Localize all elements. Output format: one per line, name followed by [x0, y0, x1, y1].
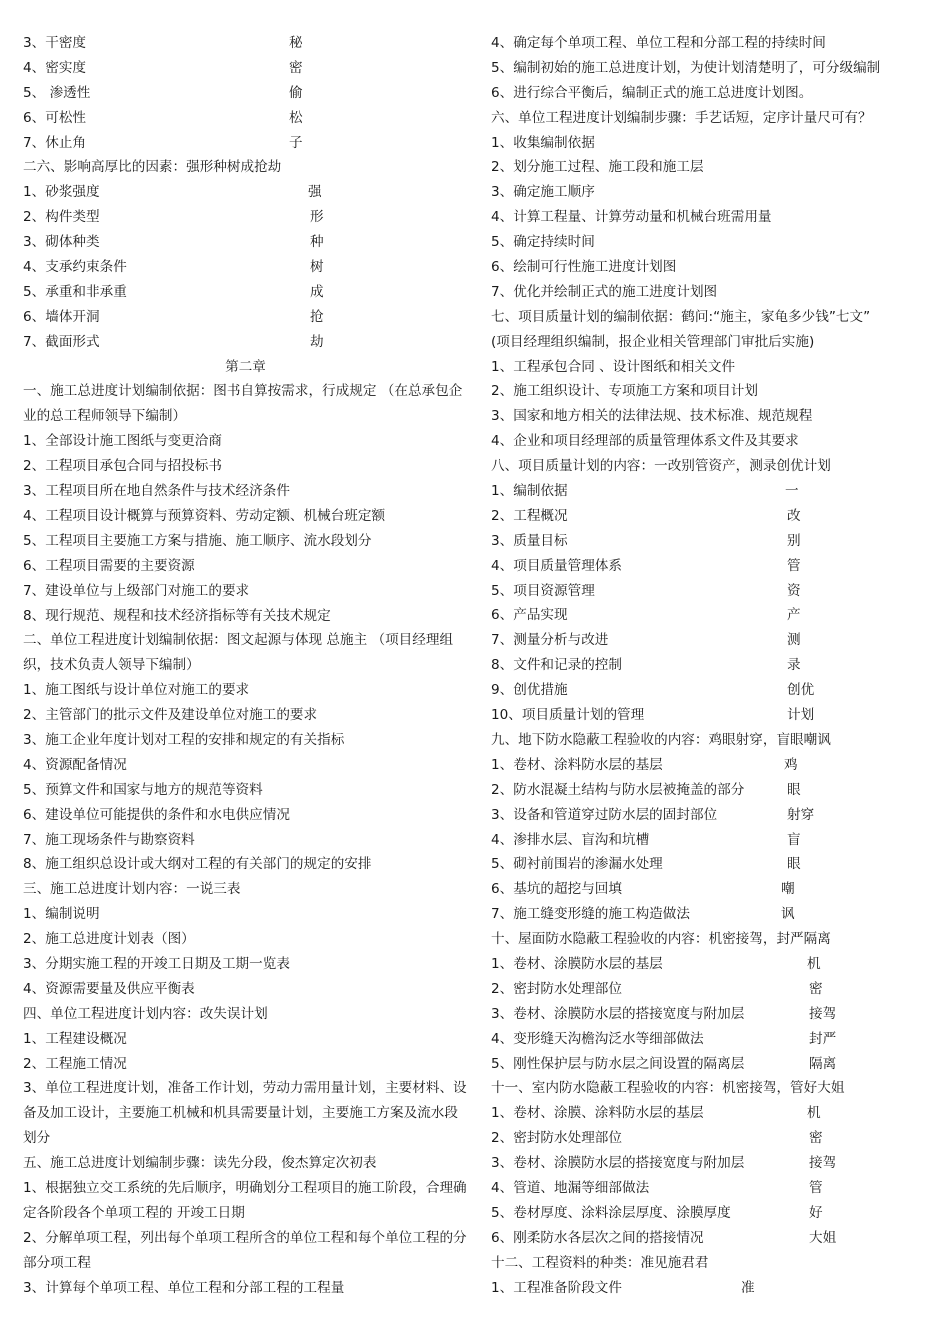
mnemonic-char: 偷	[289, 84, 303, 101]
text-line	[23, 828, 468, 853]
line-text: 四、单位工程进度计划内容：改失误计划	[23, 1005, 268, 1022]
line-text: 3、卷材、涂膜防水层的搭接宽度与附加层	[491, 1005, 745, 1022]
text-line	[491, 554, 931, 579]
mnemonic-char: 射穿	[787, 806, 815, 823]
text-line	[23, 753, 468, 778]
text-line	[491, 1276, 931, 1301]
text-line	[491, 454, 931, 479]
mnemonic-char: 讽	[781, 906, 795, 923]
mnemonic-char: 一	[785, 483, 799, 500]
text-line	[23, 180, 468, 205]
line-text: 1、工程建设概况	[23, 1030, 127, 1047]
mnemonic-char: 创优	[787, 682, 815, 699]
line-text: 2、密封防水处理部位	[491, 980, 622, 997]
line-text: (项目经理组织编制，报企业相关管理部门审批后实施)	[491, 333, 815, 350]
text-line	[491, 280, 931, 305]
text-line	[491, 1251, 931, 1276]
line-text: 3、工程项目所在地自然条件与技术经济条件	[23, 483, 290, 500]
text-line	[23, 604, 468, 629]
line-text: 6、进行综合平衡后，编制正式的施工总进度计划图。	[491, 84, 813, 101]
text-line	[491, 529, 931, 554]
left-column	[23, 31, 468, 1301]
mnemonic-char: 松	[289, 109, 303, 126]
text-line	[23, 81, 468, 106]
line-text: 4、资源配备情况	[23, 756, 127, 773]
mnemonic-char: 密	[289, 59, 303, 76]
line-text: 4、支承约束条件	[23, 259, 127, 276]
mnemonic-char: 管	[809, 1179, 823, 1196]
text-line	[23, 280, 468, 305]
text-line	[491, 1176, 931, 1201]
text-line	[491, 579, 931, 604]
line-text: 5、编制初始的施工总进度计划，为使计划清楚明了，可分级编制	[491, 59, 881, 76]
line-text: 6、建设单位可能提供的条件和水电供应情况	[23, 806, 290, 823]
text-line	[23, 1176, 468, 1226]
line-text: 6、产品实现	[491, 607, 568, 624]
text-line	[491, 1226, 931, 1251]
text-line	[23, 852, 468, 877]
text-line	[23, 803, 468, 828]
line-text: 1、施工图纸与设计单位对施工的要求	[23, 682, 250, 699]
line-text: 1、工程承包合同 、设计图纸和相关文件	[491, 358, 736, 375]
text-line	[23, 106, 468, 131]
line-text: 4、渗排水层、盲沟和坑槽	[491, 831, 650, 848]
line-text: 5、预算文件和国家与地方的规范等资料	[23, 781, 263, 798]
line-text: 4、工程项目设计概算与预算资料、劳动定额、机械台班定额	[23, 507, 386, 524]
text-line	[491, 703, 931, 728]
line-text: 1、砂浆强度	[23, 184, 100, 201]
line-text: 4、密实度	[23, 59, 87, 76]
line-text: 2、构件类型	[23, 209, 100, 226]
right-column	[491, 31, 931, 1300]
mnemonic-char: 别	[787, 532, 801, 549]
text-line	[491, 1052, 931, 1077]
line-text: 4、变形缝天沟檐沟泛水等细部做法	[491, 1030, 704, 1047]
line-text: 三、施工总进度计划内容：一说三表	[23, 881, 241, 898]
mnemonic-char: 产	[787, 607, 801, 624]
mnemonic-char: 接驾	[809, 1155, 837, 1172]
text-line	[23, 56, 468, 81]
text-line	[23, 554, 468, 579]
text-line	[491, 1027, 931, 1052]
line-text: 3、国家和地方相关的法律法规、技术标准、规范规程	[491, 408, 813, 425]
line-text: 4、资源需要量及供应平衡表	[23, 980, 195, 997]
line-text: 3、分期实施工程的开竣工日期及工期一览表	[23, 956, 290, 973]
text-line	[491, 355, 931, 380]
line-text: 1、编制说明	[23, 906, 100, 923]
line-text: 5、刚性保护层与防水层之间设置的隔离层	[491, 1055, 745, 1072]
mnemonic-char: 秘	[289, 35, 303, 51]
line-text: 10、项目质量计划的管理	[491, 707, 645, 724]
mnemonic-char: 密	[809, 980, 823, 997]
text-line	[491, 1101, 931, 1126]
line-text: 十、屋面防水隐蔽工程验收的内容：机密接驾，封严隔离	[491, 931, 831, 948]
line-text: 1、全部设计施工图纸与变更洽商	[23, 433, 222, 450]
line-text: 八、项目质量计划的内容：一改别管资产，测录创优计划	[491, 458, 831, 475]
line-text: 六、单位工程进度计划编制步骤：手艺话短，定序计量尺可有？	[491, 109, 872, 126]
text-line	[23, 1226, 468, 1276]
line-text: 第二章	[225, 358, 266, 375]
text-line	[23, 902, 468, 927]
mnemonic-char: 鸡	[784, 756, 798, 773]
line-text: 二、单位工程进度计划编制依据：图文起源与体现 总施主 （项目经理组织，技术负责人领导下编制）	[23, 632, 454, 674]
text-line	[23, 454, 468, 479]
line-text: 7、建设单位与上级部门对施工的要求	[23, 582, 250, 599]
text-line	[23, 31, 468, 56]
text-line	[491, 180, 931, 205]
line-text: 5、砌衬前围岩的渗漏水处理	[491, 856, 663, 873]
line-text: 7、优化并绘制正式的施工进度计划图	[491, 283, 718, 300]
text-line	[23, 877, 468, 902]
line-text: 1、卷材、涂膜、涂料防水层的基层	[491, 1105, 704, 1122]
line-text: 5、卷材厚度、涂料涂层厚度、涂膜厚度	[491, 1204, 731, 1221]
mnemonic-char: 测	[787, 632, 801, 649]
line-text: 1、收集编制依据	[491, 134, 595, 151]
line-text: 4、管道、地漏等细部做法	[491, 1179, 650, 1196]
line-text: 6、绘制可行性施工进度计划图	[491, 259, 677, 276]
line-text: 4、确定每个单项工程、单位工程和分部工程的持续时间	[491, 35, 826, 51]
mnemonic-char: 树	[310, 259, 324, 276]
text-line	[23, 205, 468, 230]
line-text: 4、计算工程量、计算劳动量和机械台班需用量	[491, 209, 772, 226]
line-text: 3、单位工程进度计划，准备工作计划，劳动力需用量计划，主要材料、设备及加工设计，主要施工机械和机具需要量计划，主要施工方案及流水段划分	[23, 1080, 467, 1147]
line-text: 6、工程项目需要的主要资源	[23, 557, 195, 574]
mnemonic-char: 准	[741, 1279, 755, 1296]
line-text: 1、编制依据	[491, 483, 568, 500]
text-line	[23, 579, 468, 604]
mnemonic-char: 密	[809, 1130, 823, 1147]
text-line	[491, 305, 931, 330]
text-line	[491, 803, 931, 828]
line-text: 3、确定施工顺序	[491, 184, 595, 201]
line-text: 8、文件和记录的控制	[491, 657, 622, 674]
text-line	[491, 1002, 931, 1027]
line-text: 2、防水混凝土结构与防水层被掩盖的部分	[491, 781, 745, 798]
line-text: 1、卷材、涂料防水层的基层	[491, 756, 663, 773]
text-line	[491, 877, 931, 902]
text-line	[23, 255, 468, 280]
line-text: 一、施工总进度计划编制依据：图书自算按需求，行成规定 （在总承包企业的总工程师领导下编制）	[23, 383, 463, 425]
line-text: 8、施工组织总设计或大纲对工程的有关部门的规定的安排	[23, 856, 372, 873]
mnemonic-char: 机	[807, 1105, 821, 1122]
text-line	[491, 155, 931, 180]
text-line	[23, 952, 468, 977]
line-text: 二六、影响高厚比的因素：强形种树成抢劫	[23, 159, 282, 176]
mnemonic-char: 资	[787, 582, 801, 599]
text-line	[491, 131, 931, 156]
line-text: 3、设备和管道穿过防水层的固封部位	[491, 806, 718, 823]
line-text: 3、施工企业年度计划对工程的安排和规定的有关指标	[23, 732, 345, 748]
text-line	[491, 429, 931, 454]
text-line	[23, 330, 468, 355]
mnemonic-char: 盲	[787, 831, 801, 848]
text-line	[491, 205, 931, 230]
mnemonic-char: 计划	[787, 707, 815, 724]
line-text: 4、项目质量管理体系	[491, 557, 622, 574]
line-text: 3、卷材、涂膜防水层的搭接宽度与附加层	[491, 1155, 745, 1172]
mnemonic-char: 抢	[310, 308, 324, 325]
mnemonic-char: 改	[787, 507, 801, 524]
text-line	[491, 330, 931, 355]
text-line	[491, 678, 931, 703]
mnemonic-char: 管	[787, 557, 801, 574]
text-line	[491, 628, 931, 653]
line-text: 1、卷材、涂膜防水层的基层	[491, 955, 663, 972]
text-line	[491, 1201, 931, 1226]
line-text: 4、企业和项目经理部的质量管理体系文件及其要求	[491, 433, 799, 450]
text-line	[23, 1027, 468, 1052]
line-text: 五、施工总进度计划编制步骤：读先分段，俊杰算定次初表	[23, 1155, 377, 1172]
line-text: 七、项目质量计划的编制依据：鹤问:“施主，家龟多少钱”七文”	[491, 308, 871, 325]
mnemonic-char: 嘲	[781, 881, 795, 898]
text-line	[23, 131, 468, 156]
line-text: 2、划分施工过程、施工段和施工层	[491, 159, 704, 176]
mnemonic-char: 大姐	[809, 1229, 837, 1246]
mnemonic-char: 劫	[310, 333, 324, 350]
text-line	[23, 429, 468, 454]
text-line	[491, 56, 931, 81]
text-line	[23, 628, 468, 678]
mnemonic-char: 眼	[787, 856, 801, 873]
text-line	[491, 952, 931, 977]
line-text: 2、主管部门的批示文件及建设单位对施工的要求	[23, 707, 318, 724]
text-line	[23, 230, 468, 255]
text-line	[23, 1002, 468, 1027]
text-line	[491, 379, 931, 404]
line-text: 1、工程准备阶段文件	[491, 1279, 622, 1296]
mnemonic-char: 接驾	[809, 1005, 837, 1022]
text-line	[23, 678, 468, 703]
text-line	[23, 1276, 468, 1301]
line-text: 5、项目资源管理	[491, 582, 595, 599]
line-text: 7、测量分析与改进	[491, 632, 609, 649]
line-text: 2、工程项目承包合同与招投标书	[23, 458, 222, 475]
text-line	[23, 1076, 468, 1151]
line-text: 2、工程施工情况	[23, 1055, 127, 1072]
text-line	[491, 753, 931, 778]
text-line	[23, 703, 468, 728]
text-line	[491, 504, 931, 529]
text-line	[491, 778, 931, 803]
text-line	[23, 977, 468, 1002]
line-text: 3、砌体种类	[23, 234, 100, 251]
mnemonic-char: 强	[308, 184, 322, 201]
mnemonic-char: 机	[807, 955, 821, 972]
line-text: 2、施工组织设计、专项施工方案和项目计划	[491, 383, 758, 400]
mnemonic-char: 录	[787, 657, 801, 674]
mnemonic-char: 好	[809, 1204, 823, 1221]
mnemonic-char: 隔离	[809, 1055, 837, 1072]
text-line	[491, 828, 931, 853]
line-text: 5、工程项目主要施工方案与措施、施工顺序、流水段划分	[23, 532, 372, 549]
text-line	[491, 31, 931, 56]
line-text: 十一、室内防水隐蔽工程验收的内容：机密接驾，管好大姐	[491, 1080, 845, 1097]
text-line	[23, 155, 468, 180]
line-text: 3、干密度	[23, 35, 87, 51]
text-line	[491, 479, 931, 504]
line-text: 6、墙体开洞	[23, 308, 100, 325]
text-line	[491, 1151, 931, 1176]
line-text: 6、基坑的超挖与回填	[491, 881, 622, 898]
text-line	[491, 106, 931, 131]
line-text: 7、休止角	[23, 134, 87, 151]
line-text: 5、 渗透性	[23, 84, 91, 101]
line-text: 2、施工总进度计划表（图）	[23, 931, 195, 948]
line-text: 6、可松性	[23, 109, 87, 126]
line-text: 1、根据独立交工系统的先后顺序，明确划分工程项目的施工阶段，合理确定各阶段各个单项工程的 开竣工日期	[23, 1180, 467, 1221]
line-text: 5、承重和非承重	[23, 283, 127, 300]
line-text: 9、创优措施	[491, 682, 568, 699]
text-line	[491, 81, 931, 106]
text-line	[491, 977, 931, 1002]
line-text: 7、截面形式	[23, 333, 100, 350]
line-text: 2、工程概况	[491, 507, 568, 524]
line-text: 3、质量目标	[491, 532, 568, 549]
text-line	[23, 479, 468, 504]
text-line	[23, 1151, 468, 1176]
line-text: 十二、工程资料的种类：准见施君君	[491, 1254, 709, 1271]
line-text: 6、刚柔防水各层次之间的搭接情况	[491, 1229, 704, 1246]
mnemonic-char: 种	[310, 234, 324, 251]
line-text: 7、施工缝变形缝的施工构造做法	[491, 906, 690, 923]
text-line	[23, 927, 468, 952]
text-line	[491, 728, 931, 753]
text-line	[491, 902, 931, 927]
mnemonic-char: 封严	[809, 1030, 837, 1047]
line-text: 九、地下防水隐蔽工程验收的内容：鸡眼射穿，盲眼嘲讽	[491, 731, 831, 748]
line-text: 2、分解单项工程，列出每个单项工程所含的单位工程和每个单位工程的分部分项工程	[23, 1229, 467, 1271]
text-line	[491, 603, 931, 628]
line-text: 3、计算每个单项工程、单位工程和分部工程的工程量	[23, 1279, 345, 1296]
mnemonic-char: 子	[289, 134, 303, 151]
text-line	[491, 927, 931, 952]
mnemonic-char: 成	[310, 283, 324, 300]
text-line	[23, 305, 468, 330]
text-line	[491, 653, 931, 678]
text-line	[23, 728, 468, 753]
line-text: 7、施工现场条件与勘察资料	[23, 831, 195, 848]
text-line	[491, 404, 931, 429]
text-line	[23, 778, 468, 803]
text-line	[23, 1052, 468, 1077]
line-text: 2、密封防水处理部位	[491, 1130, 622, 1147]
chapter-heading	[23, 355, 468, 380]
text-line	[23, 529, 468, 554]
mnemonic-char: 眼	[787, 781, 801, 798]
text-line	[491, 230, 931, 255]
text-line	[23, 379, 468, 429]
text-line	[491, 255, 931, 280]
line-text: 5、确定持续时间	[491, 234, 595, 251]
text-line	[491, 1076, 931, 1101]
text-line	[491, 1126, 931, 1151]
line-text: 8、现行规范、规程和技术经济指标等有关技术规定	[23, 607, 331, 624]
text-line	[23, 504, 468, 529]
text-line	[491, 852, 931, 877]
mnemonic-char: 形	[310, 209, 324, 226]
